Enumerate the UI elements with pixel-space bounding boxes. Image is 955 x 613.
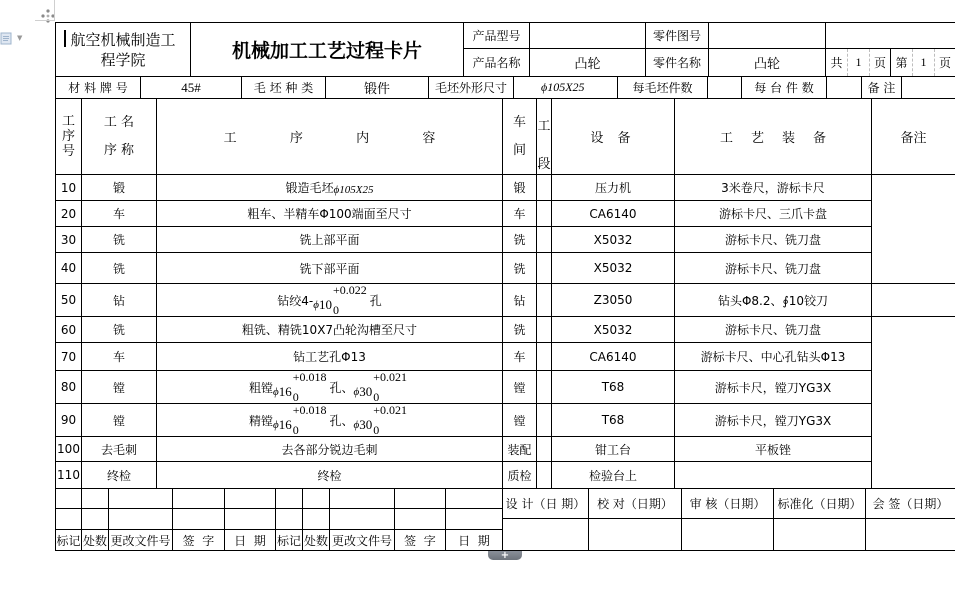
rev-docno-1: 更改文件号 <box>110 533 171 548</box>
remark-value[interactable] <box>902 77 955 98</box>
part-name-field[interactable]: 凸轮 <box>753 57 780 72</box>
col-header-op-name: 工 名 序 称 <box>103 114 135 158</box>
current-page-value[interactable]: 1 <box>920 55 927 69</box>
material-label: 材 料 牌 号 <box>68 81 128 95</box>
op-name: 终检 <box>106 468 131 483</box>
op-name: 去毛刺 <box>100 442 137 457</box>
per-unit-label: 每 台 件 数 <box>754 81 814 95</box>
product-model-label: 产品型号 <box>472 29 521 43</box>
part-drawing-field[interactable] <box>709 23 825 48</box>
approval-countersign-label: 会 签（日期） <box>872 497 949 511</box>
op-content[interactable]: 粗镗 ϕ 16 +0.018 0 孔、 ϕ 30 +0.021 0 <box>249 371 407 403</box>
rev-sign-2: 签 字 <box>404 533 436 548</box>
op-content[interactable]: 钻绞4- ϕ 10 +0.022 0 孔 <box>277 284 382 316</box>
op-row-70: 70 <box>60 349 77 364</box>
plus-icon: + <box>500 550 510 561</box>
op-row-30: 30 <box>60 232 77 247</box>
blank-size-value[interactable]: ϕ105X25 <box>541 80 585 94</box>
op-workshop: 钻 <box>513 293 526 308</box>
op-name: 钻 <box>112 293 125 308</box>
blank-size-label: 毛坯外形尺寸 <box>434 81 507 95</box>
op-workshop: 车 <box>513 350 526 364</box>
op-content[interactable]: 铣上部平面 <box>299 233 360 247</box>
op-tooling: 3米卷尺，游标卡尺 <box>721 181 825 195</box>
blank-type-label: 毛 坯 种 类 <box>253 81 314 95</box>
rev-sign-1: 签 字 <box>182 533 215 548</box>
op-name: 铣 <box>112 261 125 276</box>
col-header-tooling: 工 艺 装 备 <box>719 131 827 146</box>
op-name: 镗 <box>112 413 125 428</box>
op-workshop: 锻 <box>513 181 526 195</box>
remark-label: 备 注 <box>867 81 896 95</box>
col-header-workshop: 车 间 <box>512 114 526 158</box>
approval-design-label: 设 计（日 期） <box>505 497 586 511</box>
op-content[interactable]: 粗铣、精铣10X7凸轮沟槽至尺寸 <box>241 323 418 337</box>
per-blank-value[interactable] <box>708 77 741 98</box>
col-header-op-no: 工 序 号 <box>61 114 75 159</box>
op-tooling: 游标卡尺、铣刀盘 <box>724 233 821 247</box>
op-equipment: CA6140 <box>589 206 637 221</box>
op-equipment: 钳工台 <box>594 442 631 457</box>
approval-review-field[interactable] <box>682 519 773 550</box>
rev-mark-1: 标记 <box>56 533 81 548</box>
current-page-label: 第 <box>895 56 908 70</box>
op-tooling: 游标卡尺，镗刀YG3X <box>714 380 832 395</box>
op-equipment: 检验台上 <box>588 468 637 483</box>
op-equipment: CA6140 <box>589 349 637 364</box>
card-title: 机械加工工艺过程卡片 <box>231 40 422 62</box>
total-pages-label: 共 <box>830 56 843 70</box>
op-workshop: 质检 <box>507 468 532 483</box>
op-row-10: 10 <box>60 180 77 195</box>
op-equipment: X5032 <box>593 232 633 247</box>
rev-count-2: 处数 <box>303 533 328 548</box>
op-name: 车 <box>112 350 125 364</box>
col-header-remarks: 备注 <box>900 131 927 146</box>
op-row-100: 100 <box>57 442 80 456</box>
op-content[interactable]: 锻造毛坯 ϕ105X25 <box>285 181 374 196</box>
approval-review-label: 审 核（日期） <box>689 497 766 511</box>
op-workshop: 铣 <box>513 323 526 337</box>
rev-date-2: 日 期 <box>458 533 490 548</box>
op-equipment: X5032 <box>593 322 633 337</box>
op-tooling: 游标卡尺、三爪卡盘 <box>718 207 827 221</box>
op-name: 车 <box>112 207 125 221</box>
approval-check-field[interactable] <box>589 519 681 550</box>
institution-name: 航空机械制造工 程学院 <box>70 30 176 69</box>
op-name: 锻 <box>112 181 125 195</box>
rev-date-1: 日 期 <box>234 533 266 548</box>
total-pages-unit: 页 <box>873 56 886 70</box>
op-row-60: 60 <box>60 322 77 337</box>
approval-check-label: 校 对（日期） <box>597 497 673 511</box>
op-row-40: 40 <box>60 261 77 275</box>
op-equipment: T68 <box>601 413 625 427</box>
material-value[interactable]: 45# <box>181 79 201 95</box>
op-content[interactable]: 终检 <box>317 468 342 483</box>
op-equipment: T68 <box>601 380 625 394</box>
blank-type-value[interactable]: 锻件 <box>363 82 390 97</box>
part-drawing-label: 零件图号 <box>652 29 701 43</box>
op-workshop: 铣 <box>513 233 526 247</box>
op-tooling: 游标卡尺、铣刀盘 <box>724 323 821 337</box>
rev-mark-2: 标记 <box>276 533 301 548</box>
op-name: 铣 <box>112 233 125 247</box>
op-row-50: 50 <box>60 293 77 307</box>
dropdown-caret-icon: ▼ <box>17 34 23 42</box>
approval-standard-label: 标准化（日期） <box>777 497 862 511</box>
op-content[interactable]: 铣下部平面 <box>299 261 360 276</box>
op-workshop: 铣 <box>513 261 526 276</box>
product-name-field[interactable]: 凸轮 <box>574 57 601 72</box>
op-workshop: 装配 <box>507 442 532 457</box>
op-tooling: 游标卡尺、铣刀盘 <box>724 261 821 276</box>
op-row-110: 110 <box>57 468 80 482</box>
op-name: 镗 <box>112 380 125 395</box>
product-name-label: 产品名称 <box>472 56 521 70</box>
col-header-section: 工 段 <box>537 119 551 172</box>
approval-standard-field[interactable] <box>774 519 865 550</box>
op-equipment: Z3050 <box>593 293 633 307</box>
op-tooling: 游标卡尺，镗刀YG3X <box>714 413 832 428</box>
col-header-equipment: 设 备 <box>590 131 636 146</box>
product-model-field[interactable] <box>530 23 645 48</box>
op-content[interactable]: 钻工艺孔Φ13 <box>293 350 366 364</box>
op-content[interactable]: 去各部分锐边毛刺 <box>281 442 378 457</box>
op-tooling: 游标卡尺、中心孔钻头Φ13 <box>700 350 846 364</box>
text-cursor <box>64 30 66 47</box>
part-name-label: 零件名称 <box>652 56 701 70</box>
op-workshop: 镗 <box>513 413 526 428</box>
current-page-unit: 页 <box>938 56 951 70</box>
op-content[interactable]: 粗车、半精车Φ100端面至尺寸 <box>247 207 412 221</box>
op-tooling: 平板锉 <box>754 442 791 457</box>
op-row-20: 20 <box>60 206 77 221</box>
per-blank-label: 每毛坯件数 <box>632 81 693 95</box>
rev-docno-2: 更改文件号 <box>331 533 392 548</box>
per-unit-value[interactable] <box>827 77 861 98</box>
op-content[interactable]: 精镗 ϕ 16 +0.018 0 孔、 ϕ 30 +0.021 0 <box>249 404 407 436</box>
op-name: 铣 <box>112 323 125 337</box>
approval-design-field[interactable] <box>503 519 588 550</box>
op-row-80: 80 <box>60 380 77 394</box>
approval-countersign-field[interactable] <box>866 519 955 550</box>
col-header-content: 工 序 内 容 <box>223 131 436 146</box>
op-workshop: 镗 <box>513 380 526 395</box>
rev-count-1: 处数 <box>82 533 107 548</box>
op-equipment: X5032 <box>593 261 633 275</box>
add-row-button[interactable] <box>488 551 522 560</box>
total-pages-value[interactable]: 1 <box>855 55 862 69</box>
op-equipment: 压力机 <box>594 181 631 195</box>
op-workshop: 车 <box>513 207 526 221</box>
op-row-90: 90 <box>60 413 77 427</box>
op-tooling: 钻头Φ8.2、∮10铰刀 <box>717 293 829 308</box>
op-tooling <box>675 462 871 488</box>
